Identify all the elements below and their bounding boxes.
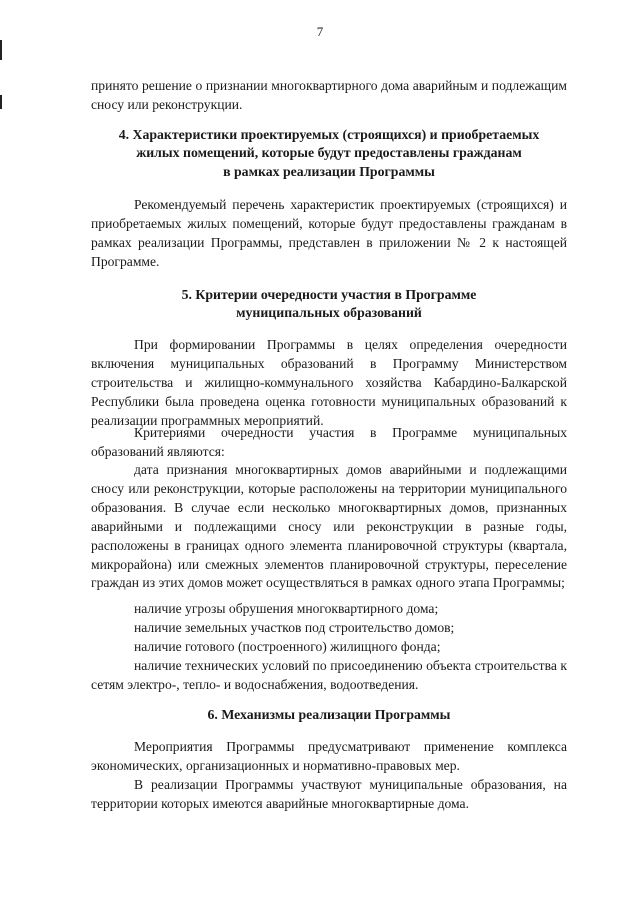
section-4-heading-line-2: жилых помещений, которые будут предоставлены гражданам (136, 145, 522, 161)
intro-continuation-paragraph: принято решение о признании многоквартирного дома аварийным и подлежащим сносу или реконструкции. (91, 78, 567, 112)
section-4-heading (91, 126, 567, 181)
section-5-paragraph-4: наличие угрозы обрушения многоквартирного дома; (134, 601, 439, 616)
section-5-paragraph-7: наличие технических условий по присоединению объекта строительства к сетям электро-, тепло- и водоснабжения, водоотведения. (91, 658, 567, 692)
section-5-paragraph-2: Критериями очередности участия в Программе муниципальных образований являются: (91, 425, 567, 459)
section-4-heading-line-3: в рамках реализации Программы (223, 163, 435, 179)
section-5-paragraph-5: наличие земельных участков под строительство домов; (134, 620, 455, 635)
section-5-heading-line-2: муниципальных образований (236, 305, 422, 321)
section-6-heading-line-1: 6. Механизмы реализации Программы (207, 707, 451, 722)
page-number: 7 (316, 24, 324, 39)
section-5-heading (91, 286, 567, 323)
section-5-paragraph-1: При формировании Программы в целях определения очередности включения муниципальных образований в Программу Министерством строительства и жилищно-коммунального хозяйства Кабардино-Балкарской Республики была проведена оценка готовности муниципальных образований к реализации программных мероприятий. (91, 337, 567, 428)
section-5-paragraph-3: дата признания многоквартирных домов аварийными и подлежащими сносу или реконструкции, которые расположены на территории муниципального образования. В случае если несколько многоквартирных домов, признанных аварийными и подлежащими сносу или реконструкции в разные годы, расположены в границах одного элемента планировочной структуры (квартала, микрорайона) или смежных элементов планировочной структуры, переселение граждан из этих домов может осуществляться в рамках одного этапа Программы; (91, 462, 567, 591)
section-4-heading-line-1: 4. Характеристики проектируемых (строящихся) и приобретаемых (118, 127, 540, 142)
section-6-paragraph-2: В реализации Программы участвуют муниципальные образования, на территории которых имеются аварийные многоквартирные дома. (91, 777, 567, 811)
left-edge-mark-2 (0, 95, 2, 109)
section-6-paragraph-1: Мероприятия Программы предусматривают применение комплекса экономических, организационных и нормативно-правовых мер. (91, 739, 567, 773)
section-4-paragraph: Рекомендуемый перечень характеристик проектируемых (строящихся) и приобретаемых жилых помещений, которые будут предоставлены гражданам в рамках реализации Программы, представлен в приложении № 2 к настоящей Программе. (91, 197, 567, 269)
section-6-heading (91, 706, 567, 724)
section-5-paragraph-6: наличие готового (построенного) жилищного фонда; (134, 639, 441, 654)
section-5-heading-line-1: 5. Критерии очередности участия в Программе (181, 287, 477, 302)
left-edge-mark-1 (0, 40, 2, 60)
